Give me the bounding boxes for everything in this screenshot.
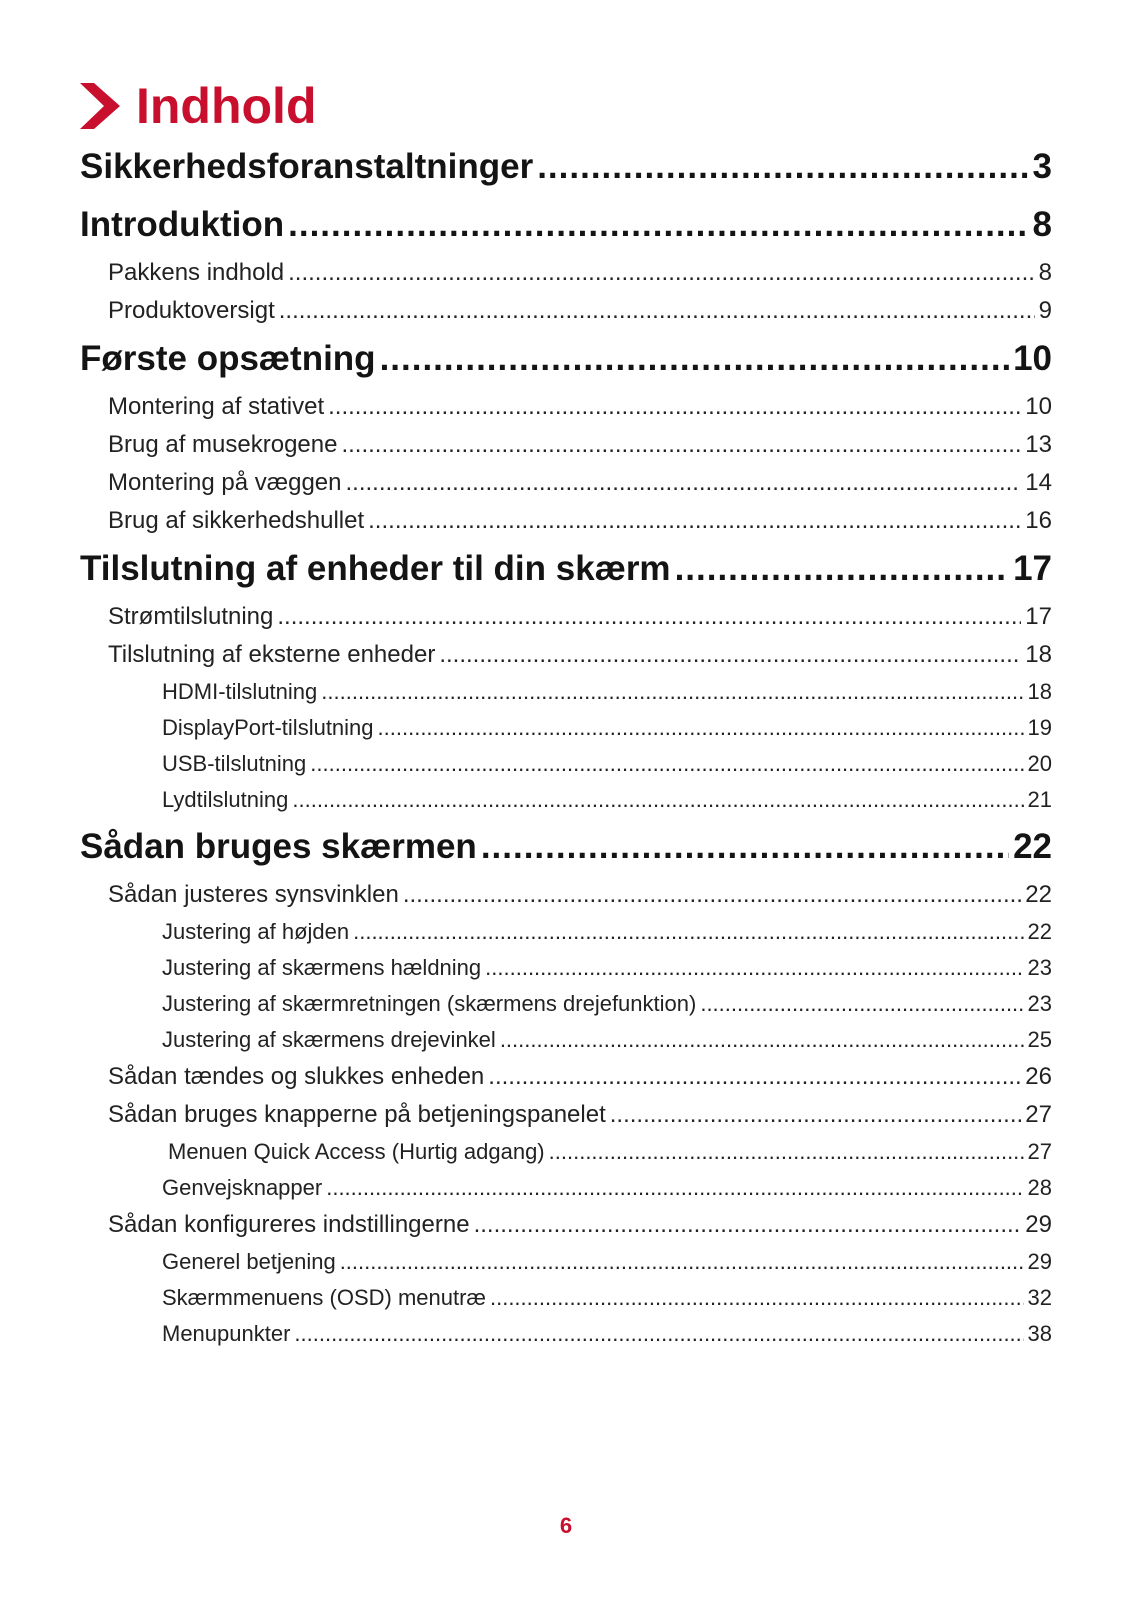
toc-dot-leader	[474, 1206, 1022, 1244]
toc-dot-leader	[403, 876, 1021, 914]
toc-entry-level-3[interactable]	[80, 1244, 1052, 1280]
toc-entry-page-number: 27	[1025, 1101, 1052, 1128]
toc-dot-leader	[549, 1134, 1024, 1170]
toc-dot-leader	[294, 1316, 1023, 1352]
toc-entry-level-3[interactable]	[80, 1170, 1052, 1206]
toc-dot-leader	[439, 636, 1021, 674]
toc-dot-leader	[500, 1022, 1024, 1058]
toc-entry-label: Sådan bruges knapperne på betjeningspanelet	[108, 1101, 606, 1128]
toc-entry-page-number: 25	[1027, 1027, 1052, 1052]
toc-entry-page-number: 18	[1027, 679, 1052, 704]
toc-entry-level-3[interactable]	[80, 986, 1052, 1022]
toc-dot-leader	[485, 950, 1023, 986]
toc-entry-level-1[interactable]	[80, 196, 1052, 254]
toc-entry-page-number: 23	[1027, 955, 1052, 980]
toc-entry-level-2[interactable]	[80, 426, 1052, 464]
toc-dot-leader	[610, 1096, 1022, 1134]
toc-entry-page-number: 22	[1027, 919, 1052, 944]
toc-entry-level-1[interactable]	[80, 138, 1052, 196]
toc-entry-level-2[interactable]	[80, 1096, 1052, 1134]
toc-entry-page-number: 23	[1027, 991, 1052, 1016]
toc-dot-leader	[279, 292, 1035, 330]
toc-entry-label: Menupunkter	[162, 1321, 291, 1346]
toc-entry-label: Menuen Quick Access (Hurtig adgang)	[168, 1139, 545, 1164]
toc-entry-page-number: 13	[1025, 431, 1052, 458]
toc-entry-level-3[interactable]	[80, 1022, 1052, 1058]
toc-entry-label: Justering af skærmretningen (skærmens drejefunktion)	[162, 991, 697, 1016]
toc-entry-label: Pakkens indhold	[108, 259, 285, 286]
toc-entry-label: DisplayPort-tilslutning	[162, 715, 374, 740]
toc-entry-page-number: 32	[1027, 1285, 1052, 1310]
toc-entry-page-number: 19	[1027, 715, 1052, 740]
toc-entry-page-number: 10	[1013, 339, 1052, 378]
toc-entry-level-2[interactable]	[80, 292, 1052, 330]
toc-entry-level-3[interactable]	[80, 674, 1052, 710]
toc-entry-page-number: 29	[1025, 1211, 1052, 1238]
toc-dot-leader	[488, 1058, 1021, 1096]
toc-entry-page-number: 8	[1032, 205, 1052, 244]
toc-entry-label: Introduktion	[80, 205, 285, 244]
toc-entry-level-3[interactable]	[80, 746, 1052, 782]
toc-entry-level-2[interactable]	[80, 598, 1052, 636]
toc-dot-leader	[310, 746, 1023, 782]
toc-dot-leader	[288, 196, 1028, 254]
toc-entry-level-3[interactable]	[80, 1280, 1052, 1316]
toc-entry-label: Produktoversigt	[108, 297, 275, 324]
toc-dot-leader	[345, 464, 1021, 502]
toc-dot-leader	[326, 1170, 1023, 1206]
toc-entry-label: Tilslutning af eksterne enheder	[108, 641, 436, 668]
toc-dot-leader	[341, 426, 1021, 464]
toc-entry-label: Justering af højden	[162, 919, 350, 944]
toc-dot-leader	[700, 986, 1023, 1022]
toc-entry-page-number: 14	[1025, 469, 1052, 496]
toc-entry-label: Lydtilslutning	[162, 787, 289, 812]
toc-dot-leader	[328, 388, 1021, 426]
toc-entry-page-number: 16	[1025, 507, 1052, 534]
table-of-contents	[80, 138, 1052, 1352]
toc-entry-page-number: 10	[1025, 393, 1052, 420]
toc-entry-level-2[interactable]	[80, 502, 1052, 540]
toc-dot-leader	[537, 138, 1028, 196]
toc-entry-label: Sådan tændes og slukkes enheden	[108, 1063, 485, 1090]
toc-entry-level-3[interactable]	[80, 914, 1052, 950]
toc-dot-leader	[481, 818, 1009, 876]
toc-entry-page-number: 22	[1013, 827, 1052, 866]
toc-entry-level-1[interactable]	[80, 540, 1052, 598]
toc-entry-label: Genvejsknapper	[162, 1175, 323, 1200]
toc-dot-leader	[368, 502, 1021, 540]
toc-entry-label: Tilslutning af enheder til din skærm	[80, 549, 671, 588]
toc-entry-page-number: 28	[1027, 1175, 1052, 1200]
toc-entry-page-number: 20	[1027, 751, 1052, 776]
toc-entry-label: HDMI-tilslutning	[162, 679, 318, 704]
toc-entry-label: Generel betjening	[162, 1249, 336, 1274]
toc-entry-label: Strømtilslutning	[108, 603, 274, 630]
toc-entry-level-1[interactable]	[80, 330, 1052, 388]
toc-entry-label: Sikkerhedsforanstaltninger	[80, 147, 534, 186]
toc-dot-leader	[380, 330, 1010, 388]
toc-entry-level-3[interactable]	[80, 1134, 1052, 1170]
toc-dot-leader	[353, 914, 1023, 950]
toc-entry-page-number: 3	[1032, 147, 1052, 186]
toc-entry-page-number: 17	[1025, 603, 1052, 630]
toc-entry-label: Skærmmenuens (OSD) menutræ	[162, 1285, 486, 1310]
toc-entry-level-1[interactable]	[80, 818, 1052, 876]
toc-entry-level-2[interactable]	[80, 254, 1052, 292]
toc-entry-label: Sådan konfigureres indstillingerne	[108, 1211, 470, 1238]
toc-entry-level-3[interactable]	[80, 1316, 1052, 1352]
toc-entry-level-2[interactable]	[80, 636, 1052, 674]
toc-entry-page-number: 8	[1038, 259, 1052, 286]
toc-entry-label: USB-tilslutning	[162, 751, 307, 776]
toc-dot-leader	[675, 540, 1010, 598]
toc-entry-label: Sådan bruges skærmen	[80, 827, 477, 866]
toc-entry-level-3[interactable]	[80, 950, 1052, 986]
toc-dot-leader	[292, 782, 1023, 818]
toc-entry-level-2[interactable]	[80, 388, 1052, 426]
toc-entry-page-number: 21	[1027, 787, 1052, 812]
toc-entry-page-number: 22	[1025, 881, 1052, 908]
toc-dot-leader	[378, 710, 1024, 746]
toc-entry-level-2[interactable]	[80, 876, 1052, 914]
chevron-right-icon	[80, 83, 120, 129]
toc-dot-leader	[321, 674, 1023, 710]
toc-entry-level-3[interactable]	[80, 710, 1052, 746]
toc-entry-level-2[interactable]	[80, 1058, 1052, 1096]
toc-entry-page-number: 18	[1025, 641, 1052, 668]
toc-dot-leader	[288, 254, 1035, 292]
toc-dot-leader	[340, 1244, 1024, 1280]
toc-entry-page-number: 26	[1025, 1063, 1052, 1090]
toc-dot-leader	[490, 1280, 1024, 1316]
toc-header	[80, 78, 317, 134]
page-number: 6	[559, 1513, 573, 1538]
toc-entry-page-number: 17	[1013, 549, 1052, 588]
toc-entry-label: Sådan justeres synsvinklen	[108, 881, 399, 908]
toc-entry-label: Justering af skærmens drejevinkel	[162, 1027, 496, 1052]
toc-entry-level-2[interactable]	[80, 464, 1052, 502]
page-title: Indhold	[136, 78, 317, 134]
toc-entry-label: Montering af stativet	[108, 393, 325, 420]
toc-entry-page-number: 9	[1038, 297, 1052, 324]
toc-entry-label: Første opsætning	[80, 339, 376, 378]
toc-entry-page-number: 29	[1027, 1249, 1052, 1274]
toc-dot-leader	[277, 598, 1021, 636]
toc-entry-level-3[interactable]	[80, 782, 1052, 818]
toc-entry-label: Montering på væggen	[108, 469, 342, 496]
toc-entry-label: Justering af skærmens hældning	[162, 955, 482, 980]
toc-entry-label: Brug af sikkerhedshullet	[108, 507, 365, 534]
toc-entry-page-number: 27	[1027, 1139, 1052, 1164]
toc-entry-page-number: 38	[1027, 1321, 1052, 1346]
toc-entry-label: Brug af musekrogene	[108, 431, 338, 458]
toc-entry-level-2[interactable]	[80, 1206, 1052, 1244]
